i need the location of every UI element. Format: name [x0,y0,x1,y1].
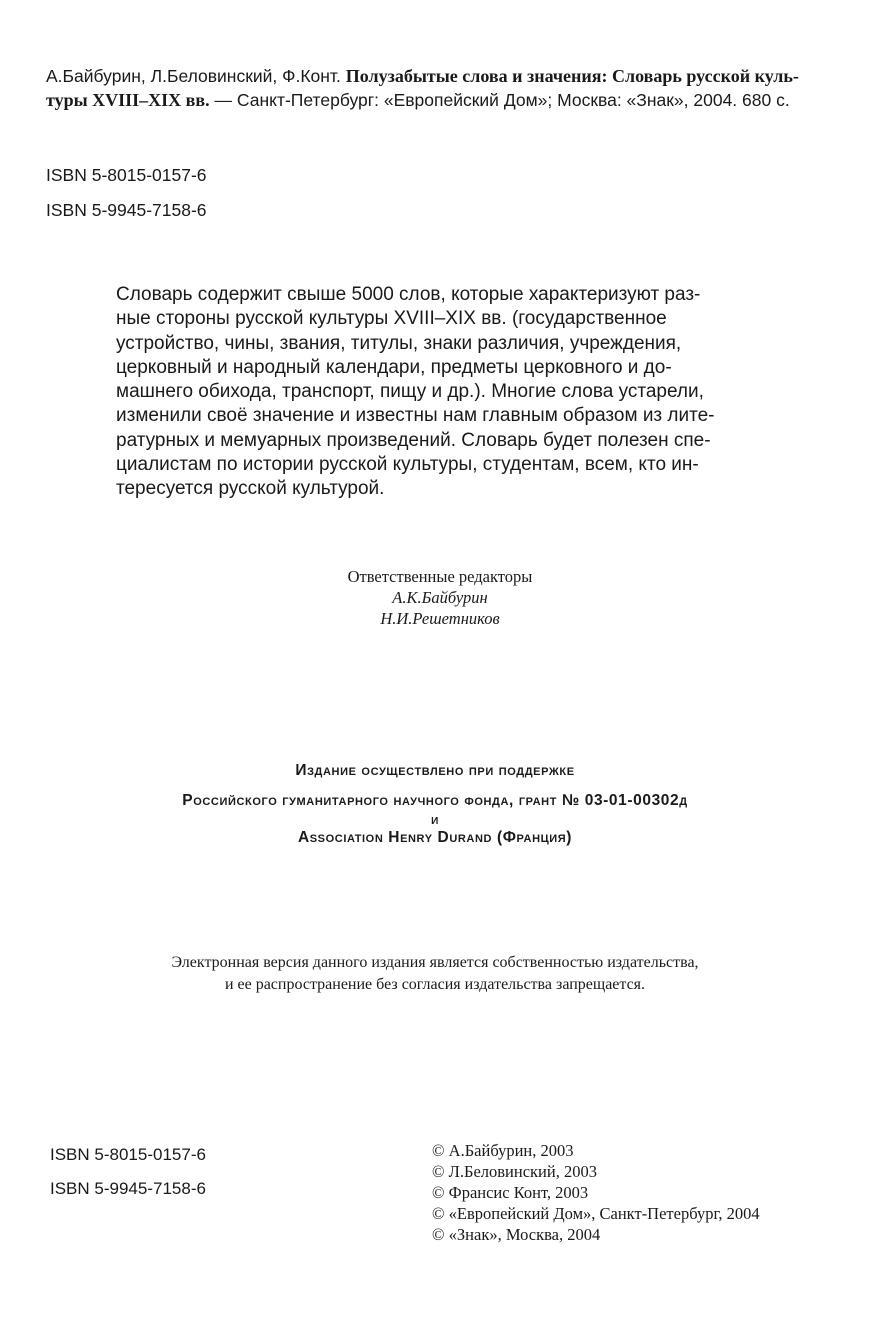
abstract-line: ные стороны русской культуры XVIII–XIX вв. (государственное [116,308,667,330]
support-conjunction: и [431,811,439,827]
abstract [116,283,736,502]
copyright-line: © А.Байбурин, 2003 [432,1141,574,1160]
copyright-line: © Л.Беловинский, 2003 [432,1162,597,1181]
bleed-through-ghost-title [100,488,114,543]
abstract-line: циалистам по истории русской культуры, студентам, всем, кто ин- [116,454,699,476]
support-heading: Издание осуществлено при поддержке [295,762,575,779]
isbn-bottom-1: ISBN 5-8015-0157-6 [50,1145,206,1164]
publication-info: — Санкт-Петербург: «Европейский Дом»; Москва: «Знак», 2004. 680 с. [214,90,790,110]
abstract-line: церковный и народный календари, предметы церковного и до- [116,356,672,378]
authors: А.Байбурин, Л.Беловинский, Ф.Конт. [46,66,341,86]
abstract-line: изменили своё значение и известны нам главным образом из лите- [116,405,715,427]
copyright-line: © «Европейский Дом», Санкт-Петербург, 2004 [432,1204,760,1223]
editor-name: Н.И.Решетников [380,609,500,628]
abstract-line: машнего обихода, транспорт, пищу и др.). Многие слова устарели, [116,381,704,403]
book-title-part-2: туры XVIII–XIX вв. [46,90,210,110]
isbn-top-1: ISBN 5-8015-0157-6 [46,165,207,185]
abstract-line: устройство, чины, звания, титулы, знаки различия, учреждения, [116,332,682,354]
isbn-top-2: ISBN 5-9945-7158-6 [46,200,207,220]
abstract-line: ратурных и мемуарных произведений. Словарь будет полезен спе- [116,429,711,451]
bibliographic-record [46,64,816,112]
electronic-version-notice [60,952,810,996]
notice-line-2: и ее распространение без согласия издательства запрещается. [224,976,646,993]
book-title-part-1: Полузабытые слова и значения: Словарь русской куль- [345,66,799,86]
editors-heading: Ответственные редакторы [347,567,533,586]
support-grant: Российского гуманитарного научного фонда, грант № 03-01-00302д [182,792,688,809]
copyright-line: © Франсис Конт, 2003 [432,1183,589,1202]
editor-name: А.К.Байбурин [392,588,488,607]
isbn-bottom-2: ISBN 5-9945-7158-6 [50,1179,206,1198]
support-association: Association Henry Durand (Франция) [297,829,573,846]
notice-line-1: Электронная версия данного издания является собственностью издательства, [171,954,699,971]
copyright-line: © «Знак», Москва, 2004 [432,1225,601,1244]
abstract-line: Словарь содержит свыше 5000 слов, которые характеризуют раз- [116,284,701,305]
abstract-line: тересуется русской культурой. [116,478,385,500]
editors-block [230,566,650,629]
copyright-block [432,1140,760,1245]
